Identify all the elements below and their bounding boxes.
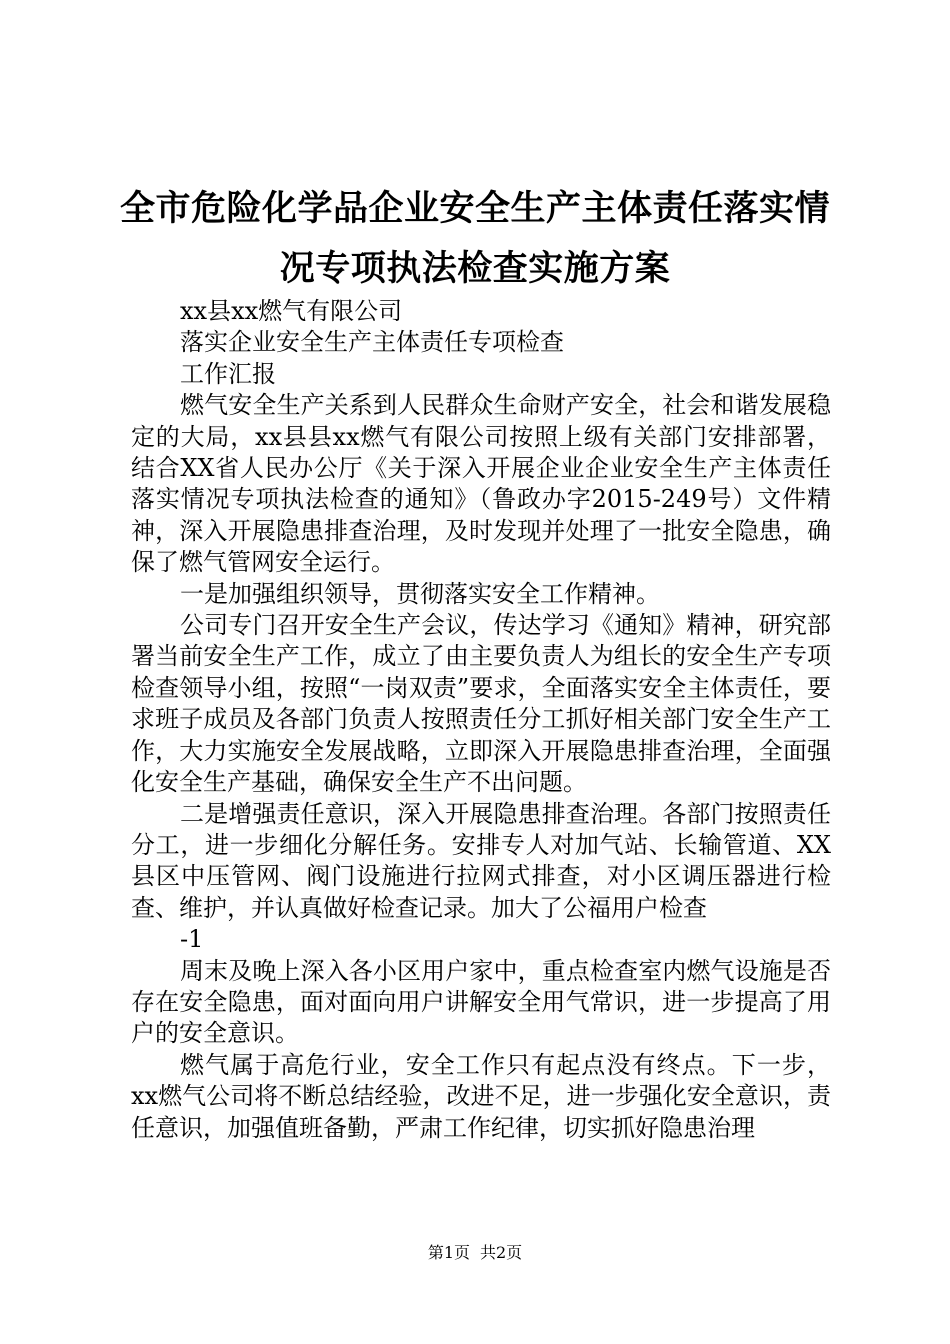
- paragraph-two: 二是增强责任意识，深入开展隐患排查治理。各部门按照责任分工，进一步细化分解任务。安排专人对加气站、长输管道、XX县区中压管网、阀门设施进行拉网式排查，对小区调压器进行检查、维护，并认真做好检查记录。加大了公福用户检查: [131, 799, 831, 922]
- document-body: [131, 296, 831, 1144]
- paragraph-heading-one: 一是加强组织领导，贯彻落实安全工作精神。: [180, 579, 660, 608]
- document-title-line-2: 况专项执法检查实施方案: [279, 249, 671, 289]
- page-marker: -1: [180, 925, 204, 954]
- page-footer: [0, 1243, 950, 1263]
- page-number-current: 第1页: [427, 1243, 470, 1262]
- company-name: xx县xx燃气有限公司: [180, 297, 403, 325]
- report-label: 工作汇报: [180, 359, 276, 388]
- paragraph-one-body: 公司专门召开安全生产会议，传达学习《通知》精神，研究部署当前安全生产工作，成立了由主要负责人为组长的安全生产专项检查领导小组，按照“一岗双责”要求，全面落实安全主体责任，要求班子成员及各部门负责人按照责任分工抓好相关部门安全生产工作，大力实施安全发展战略，立即深入开展隐患排查治理，全面强化安全生产基础，确保安全生产不出问题。: [131, 611, 831, 797]
- paragraph-intro: 燃气安全生产关系到人民群众生命财产安全，社会和谐发展稳定的大局，xx县县xx燃气有限公司按照上级有关部门安排部署，结合XX省人民办公厅《关于深入开展企业企业安全生产主体责任落实情况专项执法检查的通知》（鲁政办字2015-249号）文件精神，深入开展隐患排查治理，及时发现并处理了一批安全隐患，确保了燃气管网安全运行。: [131, 391, 831, 577]
- paragraph-weekend-checks: 周末及晚上深入各小区用户家中，重点检查室内燃气设施是否存在安全隐患，面对面向用户讲解安全用气常识，进一步提高了用户的安全意识。: [131, 956, 831, 1048]
- paragraph-next-steps: 燃气属于高危行业，安全工作只有起点没有终点。下一步，xx燃气公司将不断总结经验，改进不足，进一步强化安全意识，责任意识，加强值班备勤，严肃工作纪律，切实抓好隐患治理: [131, 1050, 831, 1142]
- document-title-line-1: 全市危险化学品企业安全生产主体责任落实情: [119, 189, 830, 229]
- page-number-total: 共2页: [480, 1243, 523, 1262]
- report-subject: 落实企业安全生产主体责任专项检查: [180, 328, 564, 357]
